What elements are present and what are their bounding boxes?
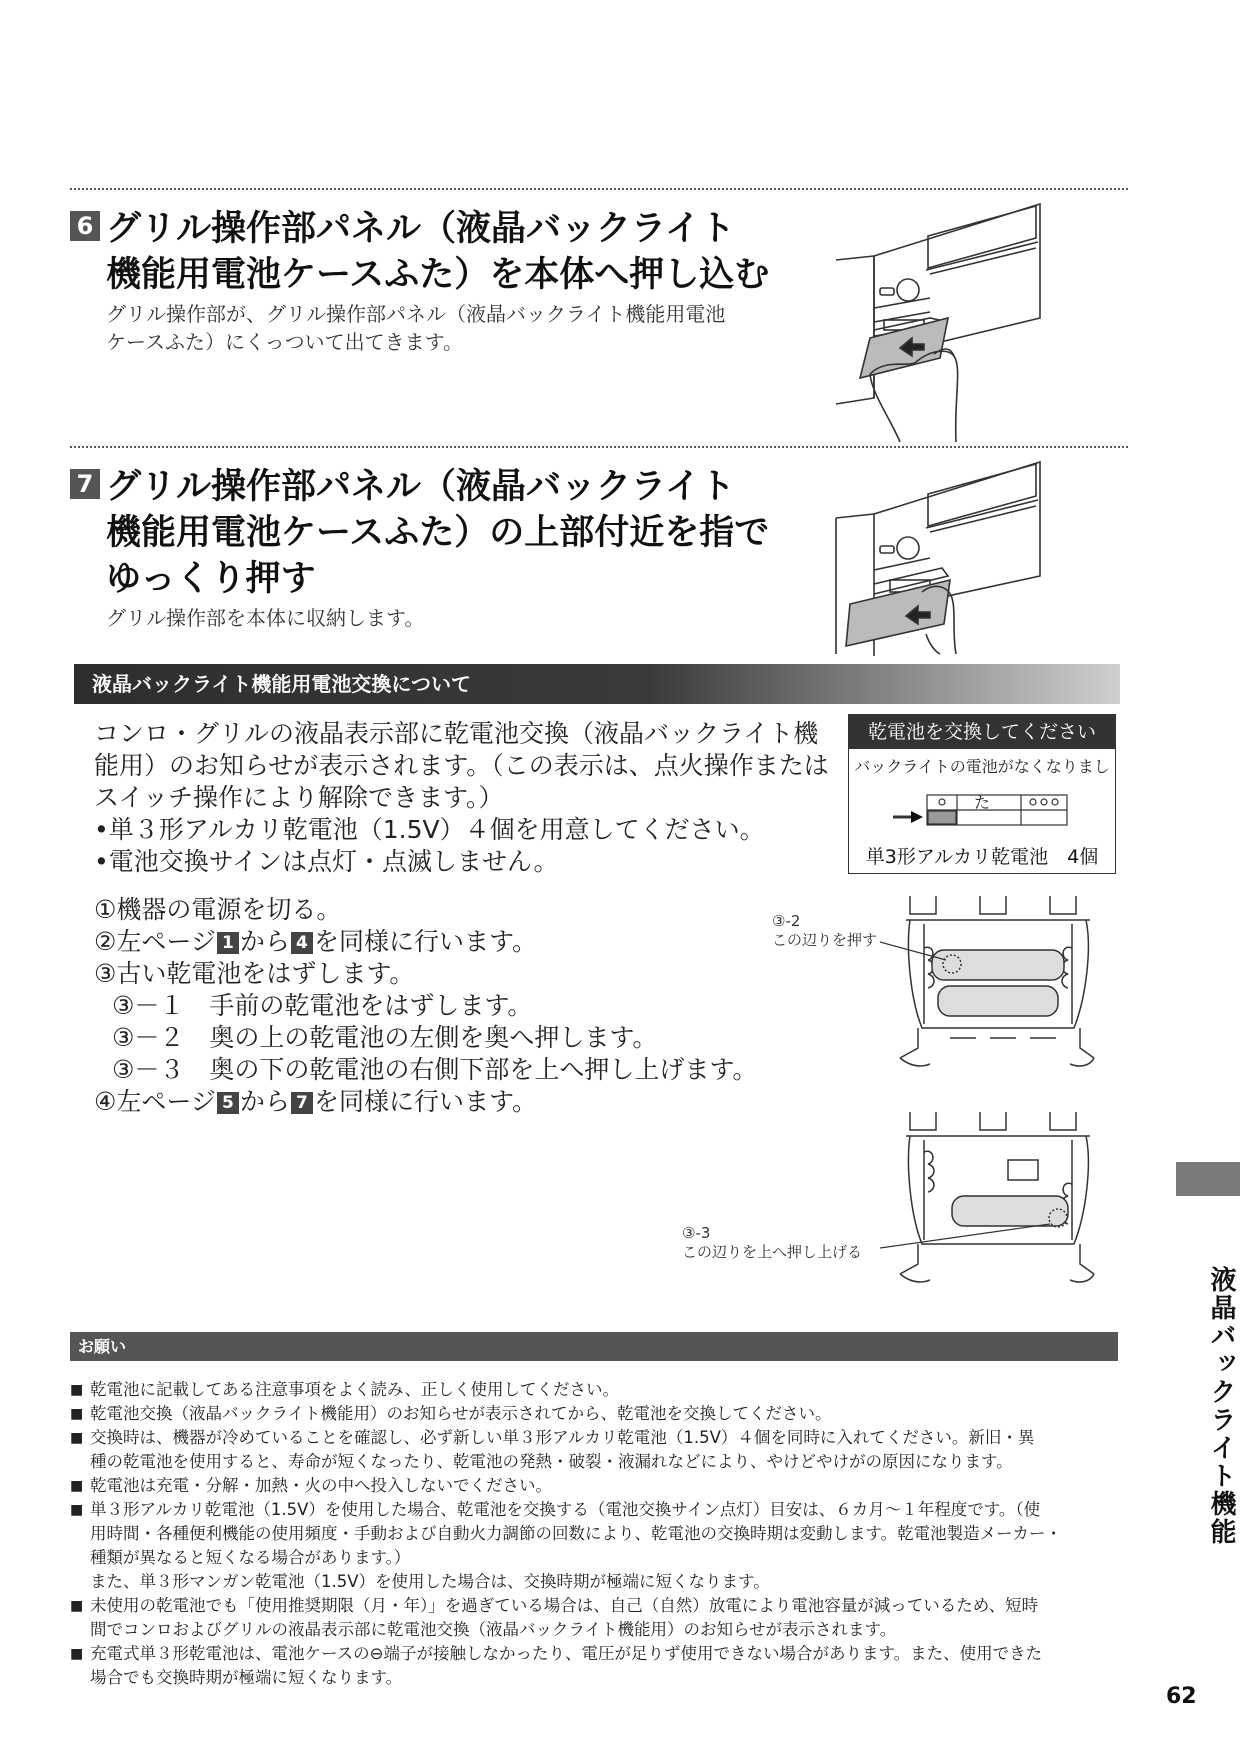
step-number: 7 bbox=[70, 469, 100, 499]
label-3-2: ③-2 この辺りを押す bbox=[772, 912, 878, 949]
procedure-step-4: ④左ページ 5 から 7 を同様に行います。 bbox=[94, 1087, 537, 1116]
step-6-title: 6 グリル操作部パネル（液晶バックライト 機能用電池ケースふた）を本体へ押し込む bbox=[70, 206, 830, 298]
section-divider bbox=[70, 188, 1128, 190]
notice-item: ■ 交換時は、機器が冷めていることを確認し、必ず新しい単３形アルカリ乾電池（1.5V）４個を同時に入れてください。新旧・異 bbox=[70, 1426, 1118, 1450]
notice-item: ■ 乾電池に記載してある注意事項をよく読み、正しく使用してください。 bbox=[70, 1378, 1118, 1402]
side-tab-label: 液晶バックライト機能 bbox=[1206, 1266, 1236, 1546]
side-tab-marker bbox=[1176, 1162, 1240, 1196]
page-ref-chip: 4 bbox=[291, 932, 313, 954]
display-footer: 単3形アルカリ乾電池 4個 bbox=[865, 846, 1099, 868]
section-heading-bar: 液晶バックライト機能用電池交換について bbox=[74, 664, 1120, 704]
step-7 bbox=[70, 464, 830, 632]
step-7-description: グリル操作部を本体に収納します。 bbox=[106, 606, 425, 630]
step-number: 6 bbox=[70, 211, 100, 241]
notice-list: ■ 乾電池に記載してある注意事項をよく読み、正しく使用してください。 ■ 乾電池交換（液晶バックライト機能用）のお知らせが表示されてから、乾電池を交換してください。 ■ 交換時は、機器が冷めていることを確認し、必ず新しい単３形アルカリ乾電池（1.5V）４個を同時に入れてください。新旧・異 種の乾電池を使用すると、寿命が短くなったり、乾電池の発熱・破裂・液漏れなどにより、やけどやけがの原因になります。 ■ 乾電池は充電・分解・加熱・火の中へ投入しないでください。 ■ 単３形アルカリ乾電池（1.5V）を使用した場合、乾電池を交換する（電池交換サイン点灯）目安は、６カ月～１年程度です。（使 用時間・各種便利機能の使用頻度・手動および自動火力調節の回数により、乾電池の交換時期は変動します。乾電池製造メーカー・ 種類が異なると短くなる場合があります。） また、単３形マンガン乾電池（1.5V）を使用した場合は、交換時期が極端に短くなります。 ■ 未使用の乾電池でも「使用推奨期限（月・年）」を過ぎている場合は、自己（自然）放電により電池容量が減っているため、短時 間でコンロおよびグリルの液晶表示部に乾電池交換（液晶バックライト機能用）のお知らせが表示されます。 ■ 充電式単３形乾電池は、電池ケースの⊖端子が接触しなかったり、電圧が足りず使用できない場合があります。また、使用できた 場合でも交換時期が極端に短くなります。 bbox=[70, 1378, 1118, 1690]
page-number: 62 bbox=[1166, 1684, 1197, 1709]
step-7-illustration bbox=[830, 456, 1044, 656]
step-6 bbox=[70, 206, 830, 356]
page-ref-chip: 5 bbox=[217, 1092, 239, 1114]
step-6-illustration bbox=[830, 198, 1044, 444]
display-subtitle: バックライトの電池がなくなりました bbox=[854, 757, 1110, 812]
battery-case-illustration-2 bbox=[880, 1104, 1112, 1290]
notice-item: ■ 未使用の乾電池でも「使用推奨期限（月・年）」を過ぎている場合は、自己（自然）放電により電池容量が減っているため、短時 bbox=[70, 1594, 1118, 1618]
procedure-step-2: ②左ページ 1 から 4 を同様に行います。 bbox=[94, 927, 537, 956]
lcd-display-example bbox=[848, 714, 1116, 874]
step-6-description: グリル操作部が、グリル操作部パネル（液晶バックライト機能用電池 ケースふた）にくっついて出てきます。 bbox=[106, 302, 726, 354]
page-ref-chip: 1 bbox=[217, 932, 239, 954]
battery-replacement-instructions: コンロ・グリルの液晶表示部に乾電池交換（液晶バックライト機 能用）のお知らせが表示されます。（この表示は、点火操作または スイッチ操作により解除できます。） •単３形アルカリ乾電池（1.5V）４個を用意してください。 •電池交換サインは点灯・点滅しません。 ①機器の電源を切る。 ②左ページ 1 から 4 を同様に行います。 ③古い乾電池をはずします。 ③－１ 手前の乾電池をはずします。 ③－２ 奥の上の乾電池の左側を奥へ押します。 ③－３ 奥の下の乾電池の右側下部を上へ押し上げます。 ④左ページ 5 から 7 を同様に行います。 bbox=[94, 718, 834, 1118]
label-3-3: ③-3 この辺りを上へ押し上げる bbox=[682, 1224, 863, 1261]
battery-case-illustration-1 bbox=[880, 888, 1112, 1074]
section-divider bbox=[70, 446, 1128, 448]
battery-indicator-icon bbox=[889, 791, 1069, 831]
notice-item: ■ 乾電池交換（液晶バックライト機能用）のお知らせが表示されてから、乾電池を交換してください。 bbox=[70, 1402, 1118, 1426]
page-ref-chip: 7 bbox=[291, 1092, 313, 1114]
notice-item: ■ 単３形アルカリ乾電池（1.5V）を使用した場合、乾電池を交換する（電池交換サイン点灯）目安は、６カ月～１年程度です。（使 bbox=[70, 1498, 1118, 1522]
notice-item: ■ 充電式単３形乾電池は、電池ケースの⊖端子が接触しなかったり、電圧が足りず使用できない場合があります。また、使用できた bbox=[70, 1642, 1118, 1666]
display-header: 乾電池を交換してください bbox=[849, 715, 1115, 749]
notice-item: ■ 乾電池は充電・分解・加熱・火の中へ投入しないでください。 bbox=[70, 1474, 1118, 1498]
notice-heading: お願い bbox=[70, 1332, 1118, 1361]
step-7-title: 7 グリル操作部パネル（液晶バックライト 機能用電池ケースふた）の上部付近を指で ゆっくり押す bbox=[70, 464, 830, 602]
